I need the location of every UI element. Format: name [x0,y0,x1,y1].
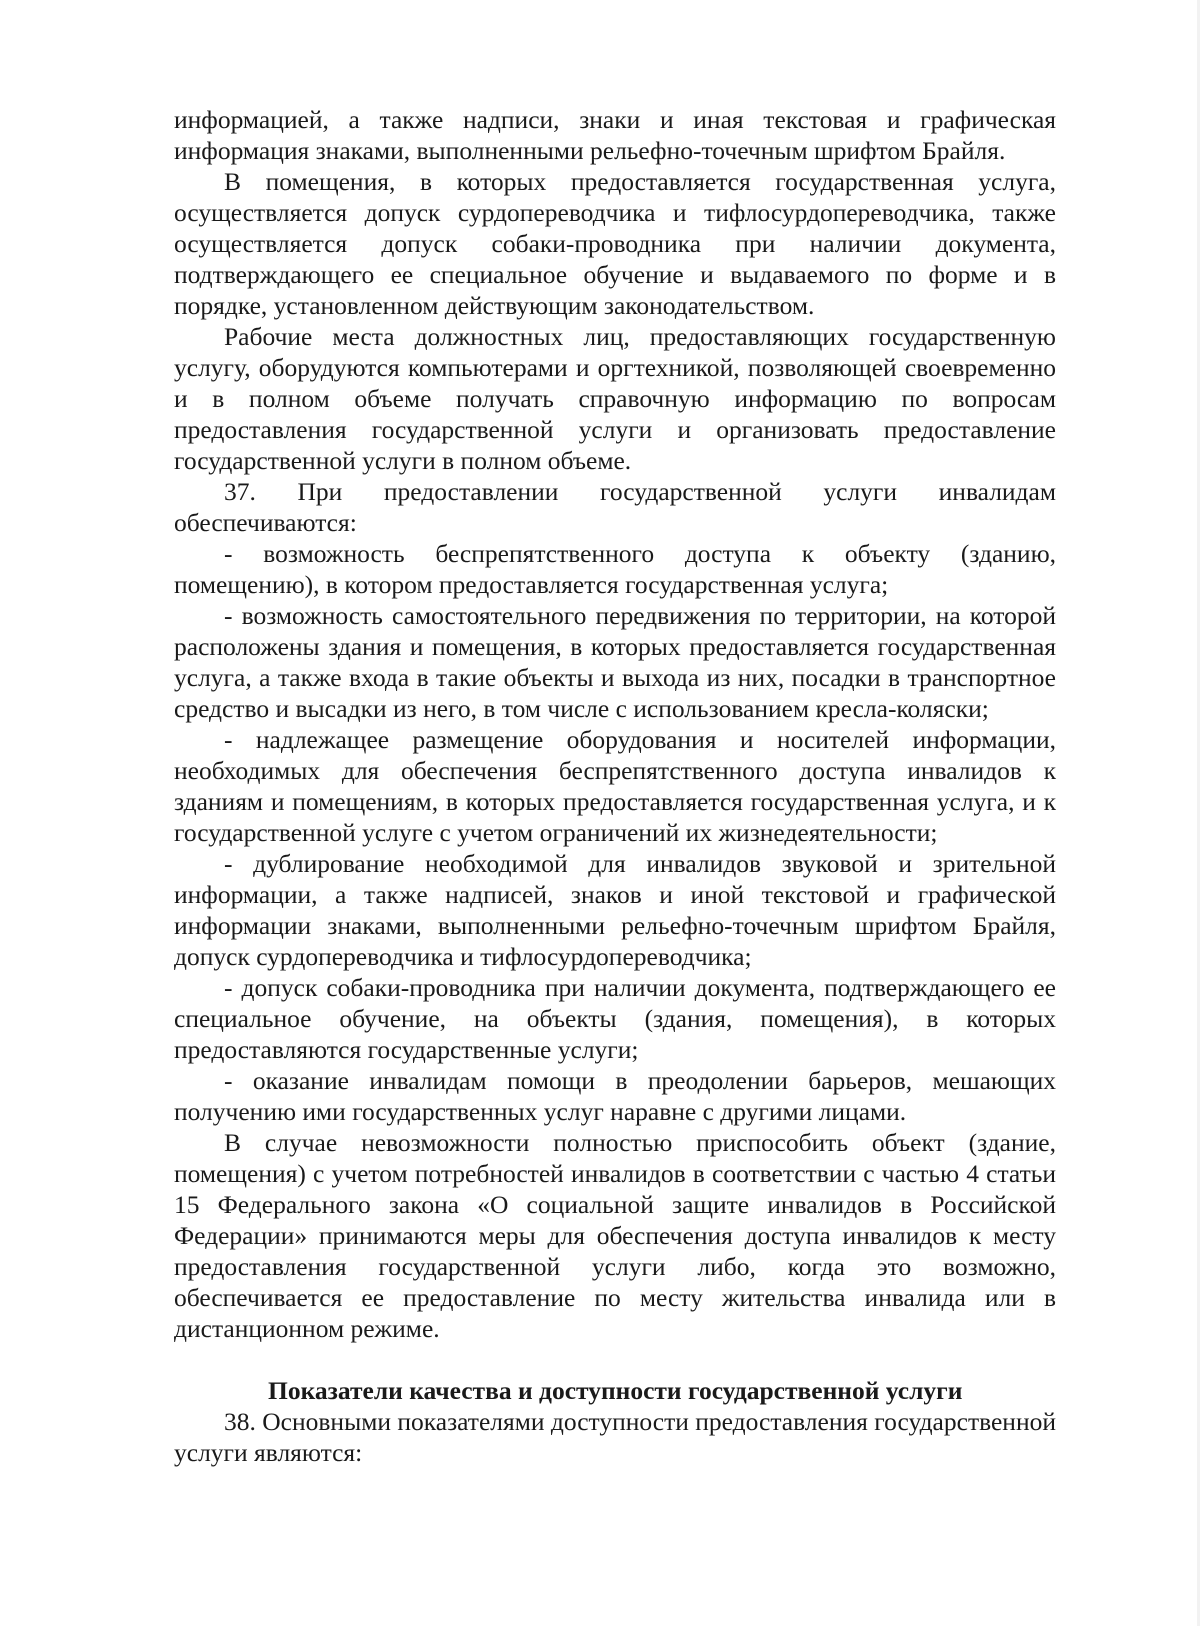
section-heading: Показатели качества и доступности государственной услуги [268,1376,963,1405]
list-item: - возможность самостоятельного передвижения по территории, на которой расположены здания и помещения, в которых предоставляется государственная услуга, а также входа в такие объекты и выхода из них, посадки в транспортное средство и высадки из него, в том числе с использованием кресла-коляски; [174,601,1056,723]
paragraph-37: 37. При предоставлении государственной услуги инвалидам обеспечиваются: [174,477,1056,537]
paragraph-38: 38. Основными показателями доступности предоставления государственной услуги являются: [174,1407,1056,1467]
list-item: - допуск собаки-проводника при наличии документа, подтверждающего ее специальное обучение, на объекты (здания, помещения), в которых предоставляются государственные услуги; [174,973,1056,1064]
list-item: - надлежащее размещение оборудования и носителей информации, необходимых для обеспечения беспрепятственного доступа инвалидов к зданиям и помещениям, в которых предоставляется государственная услуга, и к государственной услуге с учетом ограничений их жизнедеятельности; [174,725,1056,847]
paragraph-admission: В помещения, в которых предоставляется государственная услуга, осуществляется допуск сурдопереводчика и тифлосурдопереводчика, также осуществляется допуск собаки-проводника при наличии документа, подтверждающего ее специальное обучение и выдаваемого по форме и в порядке, установленном действующим законодательством. [174,167,1056,320]
list-item: - оказание инвалидам помощи в преодолении барьеров, мешающих получению ими государственных услуг наравне с другими лицами. [174,1066,1056,1126]
list-item: - дублирование необходимой для инвалидов звуковой и зрительной информации, а также надписей, знаков и иной текстовой и графической информации знаками, выполненными рельефно-точечным шрифтом Брайля, допуск сурдопереводчика и тифлосурдопереводчика; [174,849,1056,971]
list-item: - возможность беспрепятственного доступа к объекту (зданию, помещению), в котором предоставляется государственная услуга; [174,539,1056,599]
document-body [174,104,1056,1468]
paragraph-continuation: информацией, а также надписи, знаки и иная текстовая и графическая информация знаками, выполненными рельефно-точечным шрифтом Брайля. [174,105,1056,165]
paragraph-impossible: В случае невозможности полностью приспособить объект (здание, помещения) с учетом потребностей инвалидов в соответствии с частью 4 статьи 15 Федерального закона «О социальной защите инвалидов в Российской Федерации» принимаются меры для обеспечения доступа инвалидов к месту предоставления государственной услуги либо, когда это возможно, обеспечивается ее предоставление по месту жительства инвалида или в дистанционном режиме. [174,1128,1056,1343]
section-spacer [174,1344,1056,1375]
paragraph-workplaces: Рабочие места должностных лиц, предоставляющих государственную услугу, оборудуются компьютерами и оргтехникой, позволяющей своевременно и в полном объеме получать справочную информацию по вопросам предоставления государственной услуги и организовать предоставление государственной услуги в полном объеме. [174,322,1056,475]
